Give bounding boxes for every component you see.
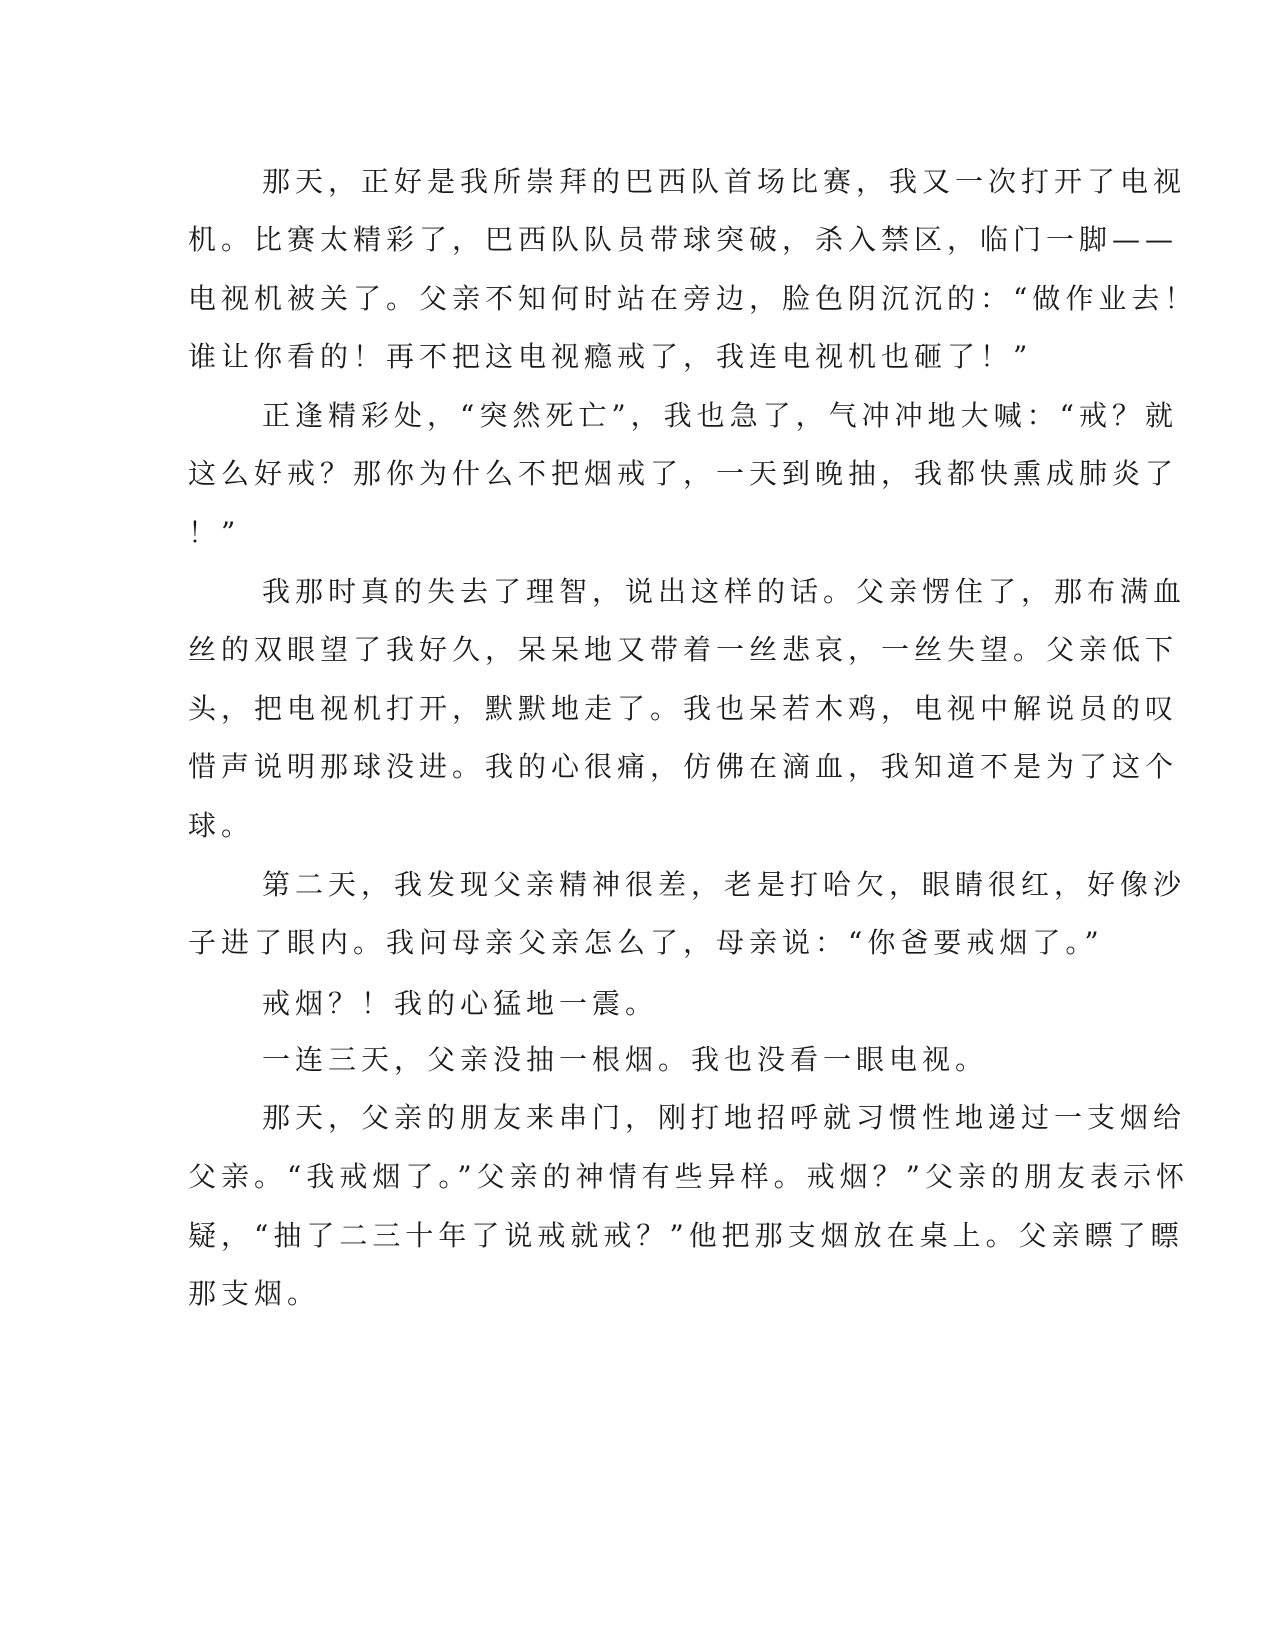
paragraph-3-line-4: 惜声说明那球没进。我的心很痛，仿佛在滴血，我知道不是为了这个 bbox=[188, 750, 1179, 783]
paragraph-1-line-3: 电视机被关了。父亲不知何时站在旁边，脸色阴沉沉的：“做作业去！ bbox=[188, 282, 1198, 315]
paragraph-7-line-1: 那天，父亲的朋友来串门，刚打地招呼就习惯性地递过一支烟给 bbox=[262, 1101, 1187, 1134]
paragraph-3-line-3: 头，把电视机打开，默默地走了。我也呆若木鸡，电视中解说员的叹 bbox=[188, 692, 1179, 725]
paragraph-7-line-4: 那支烟。 bbox=[188, 1277, 321, 1310]
paragraph-4-line-2: 子进了眼内。我问母亲父亲怎么了，母亲说：“你爸要戒烟了。” bbox=[188, 926, 1104, 959]
paragraph-2-line-2: 这么好戒？那你为什么不把烟戒了，一天到晚抽，我都快熏成肺炎了 bbox=[188, 457, 1179, 490]
paragraph-7-line-3: 疑，“抽了二三十年了说戒就戒？”他把那支烟放在桌上。父亲瞟了瞟 bbox=[188, 1219, 1184, 1252]
paragraph-3-line-2: 丝的双眼望了我好久，呆呆地又带着一丝悲哀，一丝失望。父亲低下 bbox=[188, 633, 1179, 666]
paragraph-1-line-4: 谁让你看的！再不把这电视瘾戒了，我连电视机也砸了！” bbox=[188, 340, 1033, 373]
paragraph-4-line-1: 第二天，我发现父亲精神很差，老是打哈欠，眼睛很红，好像沙 bbox=[262, 868, 1187, 901]
paragraph-1-line-2: 机。比赛太精彩了，巴西队队员带球突破，杀入禁区，临门一脚—— bbox=[188, 223, 1179, 256]
paragraph-2-line-1: 正逢精彩处，“突然死亡”，我也急了，气冲冲地大喊：“戒？就 bbox=[262, 399, 1178, 432]
paragraph-7-line-2: 父亲。“我戒烟了。”父亲的神情有些异样。戒烟？”父亲的朋友表示怀 bbox=[188, 1160, 1189, 1193]
paragraph-2-line-3: ！” bbox=[188, 516, 241, 549]
paragraph-5-line-1: 戒烟？！我的心猛地一震。 bbox=[262, 987, 659, 1020]
paragraph-6-line-1: 一连三天，父亲没抽一根烟。我也没看一眼电视。 bbox=[262, 1043, 989, 1076]
paragraph-3-line-5: 球。 bbox=[188, 809, 255, 842]
paragraph-3-line-1: 我那时真的失去了理智，说出这样的话。父亲愣住了，那布满血 bbox=[262, 575, 1187, 608]
paragraph-1-line-1: 那天，正好是我所崇拜的巴西队首场比赛，我又一次打开了电视 bbox=[262, 165, 1187, 198]
